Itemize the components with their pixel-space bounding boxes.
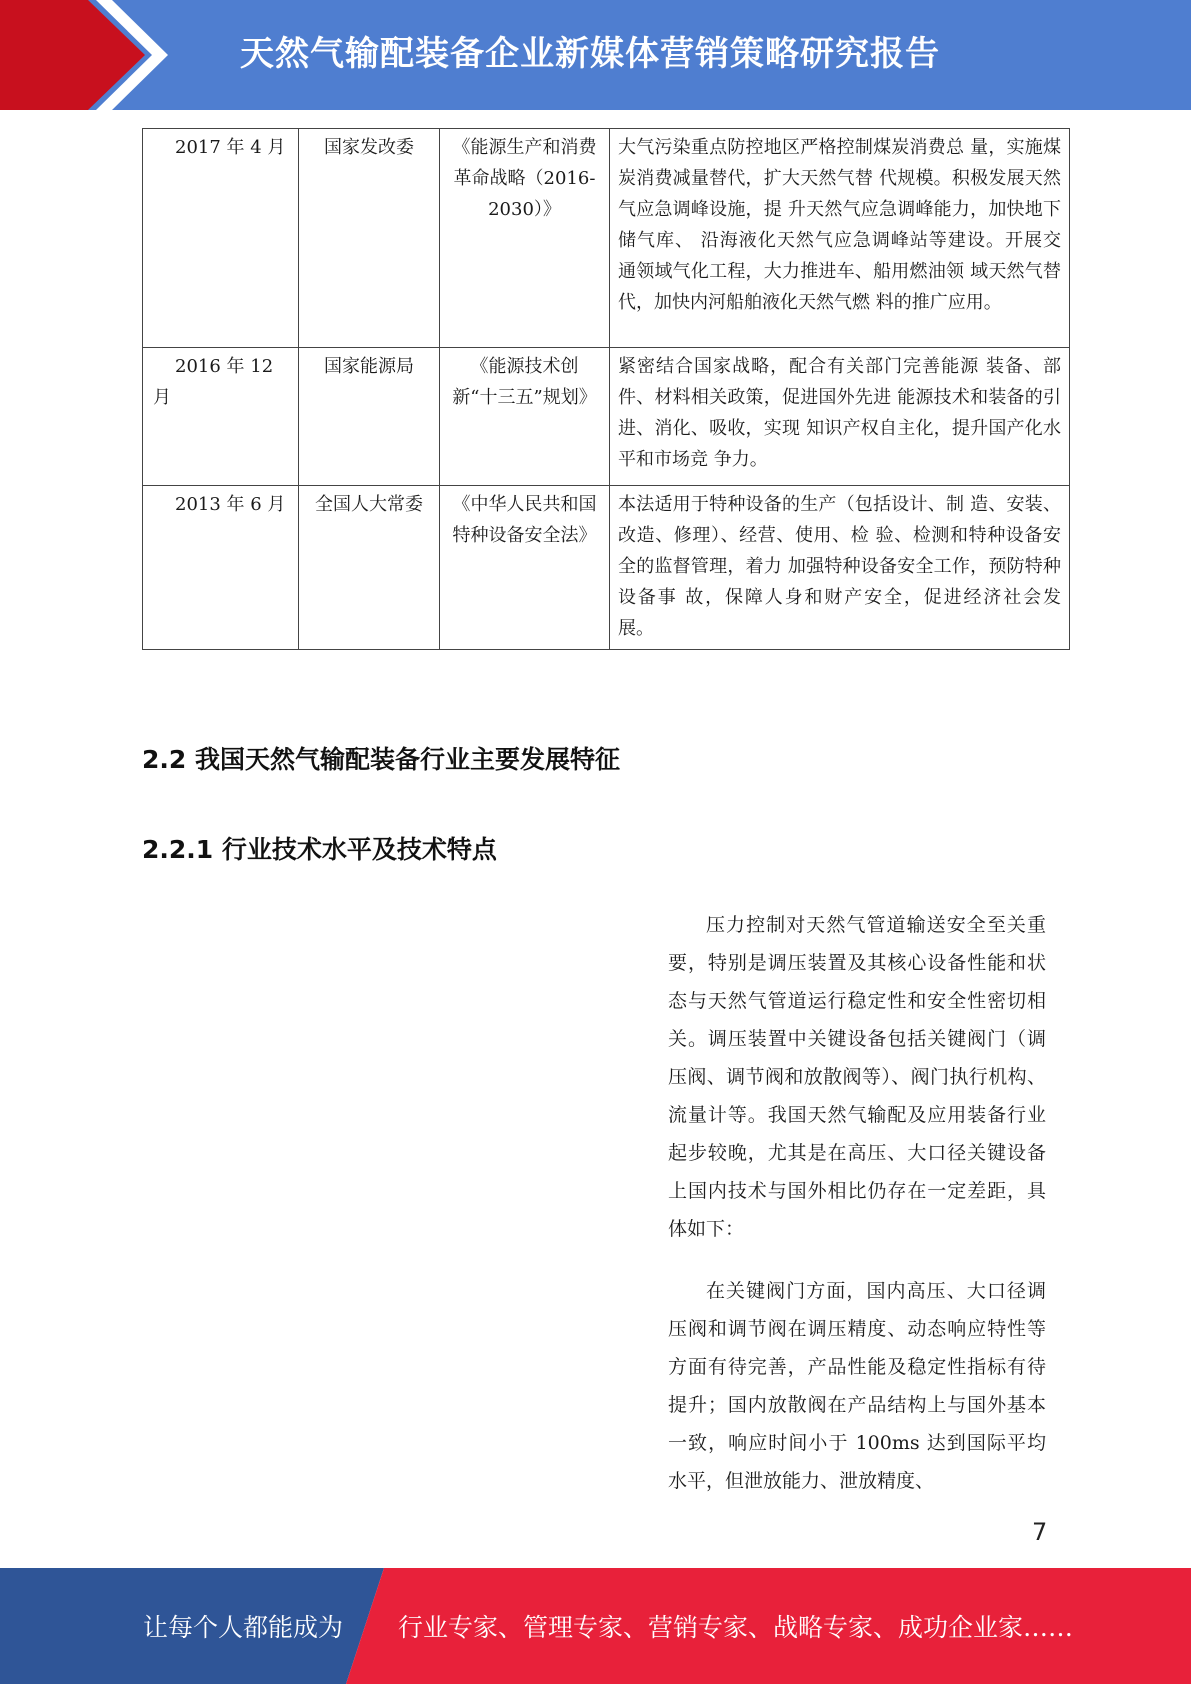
table-row xyxy=(143,348,1070,486)
table-row xyxy=(143,486,1070,650)
page-number: 7 xyxy=(1032,1518,1048,1546)
paragraph: 在关键阀门方面，国内高压、大口径调压阀和调节阀在调压精度、动态响应特性等方面有待完善，产品性能及稳定性指标有待提升；国内放散阀在产品结构上与国外基本一致，响应时间小于 100ms 达到国际平均水平，但泄放能力、泄放精度、 xyxy=(668,1280,1046,1492)
footer-slogan-right: 行业专家、管理专家、营销专家、战略专家、成功企业家…… xyxy=(398,1613,1074,1642)
policy-description: 大气污染重点防控地区严格控制煤炭消费总 量，实施煤炭消费减量替代，扩大天然气替 代规模。积极发展天然气应急调峰设施，提 升天然气应急调峰能力，加快地下储气库、 沿海液化天然气应急调峰站等建设。开展交 通领域气化工程，大力推进车、船用燃油领 域天然气替代，加快内河船舶液化天然气燃 料的推广应用。 xyxy=(610,129,1070,348)
policy-description: 本法适用于特种设备的生产（包括设计、制 造、安装、改造、修理）、经营、使用、检 验、检测和特种设备安全的监督管理，着力 加强特种设备安全工作，预防特种设备事 故，保障人身和财产安全，促进经济社会发 展。 xyxy=(610,486,1070,650)
policy-date: 2016 年 12 月 xyxy=(143,348,299,486)
policy-table xyxy=(142,128,1070,650)
body-text xyxy=(668,906,1046,1524)
page-header xyxy=(0,0,1191,110)
paragraph: 压力控制对天然气管道输送安全至关重要，特别是调压装置及其核心设备性能和状态与天然气管道运行稳定性和安全性密切相关。调压装置中关键设备包括关键阀门（调压阀、调节阀和放散阀等）、阀门执行机构、流量计等。我国天然气输配及应用装备行业起步较晚，尤其是在高压、大口径关键设备上国内技术与国外相比仍存在一定差距，具体如下： xyxy=(668,914,1046,1240)
page-footer xyxy=(0,1568,1191,1684)
policy-date: 2017 年 4 月 xyxy=(143,129,299,348)
section-heading: 2.2 我国天然气输配装备行业主要发展特征 xyxy=(142,745,620,774)
subsection-heading: 2.2.1 行业技术水平及技术特点 xyxy=(142,835,497,864)
policy-department: 国家能源局 xyxy=(299,348,440,486)
policy-document: 《能源技术创新“十三五”规划》 xyxy=(440,348,610,486)
footer-slogan-left: 让每个人都能成为 xyxy=(143,1613,344,1642)
policy-description: 紧密结合国家战略，配合有关部门完善能源 装备、部件、材料相关政策，促进国外先进 能源技术和装备的引进、消化、吸收，实现 知识产权自主化，提升国产化水平和市场竞 争力。 xyxy=(610,348,1070,486)
table-row xyxy=(143,129,1070,348)
policy-department: 全国人大常委 xyxy=(299,486,440,650)
report-title: 天然气输配装备企业新媒体营销策略研究报告 xyxy=(240,34,940,74)
policy-document: 《能源生产和消费革命战略（2016-2030）》 xyxy=(440,129,610,348)
policy-department: 国家发改委 xyxy=(299,129,440,348)
policy-date: 2013 年 6 月 xyxy=(143,486,299,650)
policy-document: 《中华人民共和国特种设备安全法》 xyxy=(440,486,610,650)
